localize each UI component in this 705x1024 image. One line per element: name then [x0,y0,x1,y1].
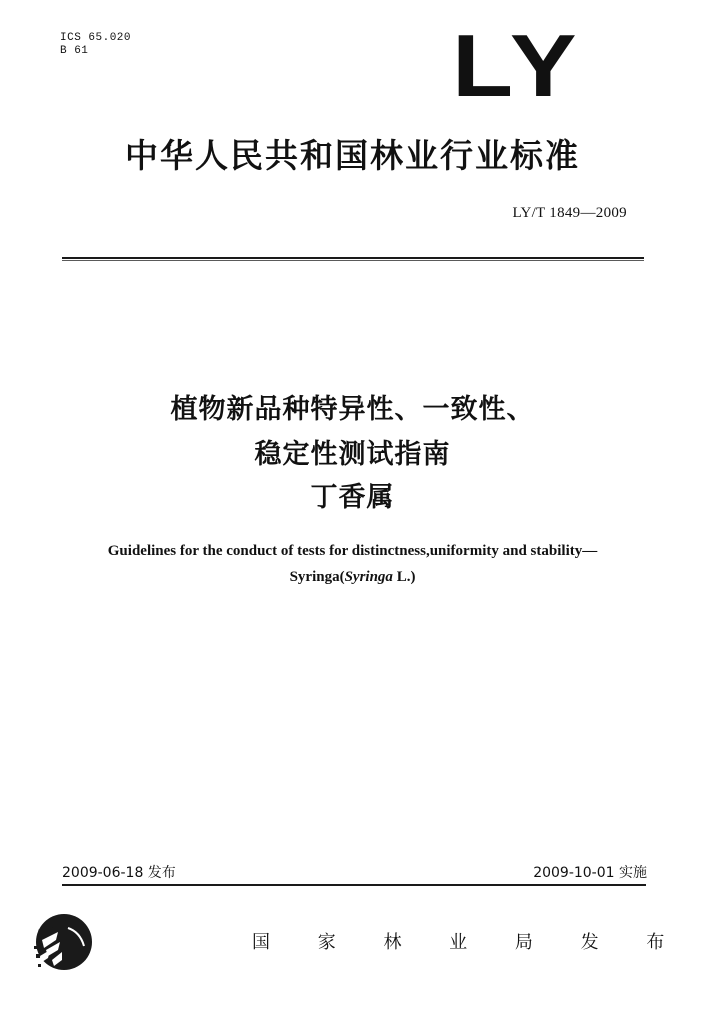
standard-category-title: 中华人民共和国林业行业标准 [125,136,580,175]
classification-codes [60,32,131,58]
issue-date: 2009-06-18 发布 [62,865,176,881]
implementation-date: 2009-10-01 实施 [533,865,647,881]
en-title-genus-italic: Syringa [344,569,393,585]
publisher-emblem-icon [32,910,94,972]
ics-code: ICS 65.020 [60,32,132,44]
document-title-zh-line3: 丁香属 [310,482,395,513]
header-divider [62,257,644,259]
en-title-prefix: Syringa( [289,569,345,585]
publisher-line: 国 家 林 业 局 发 布 [252,932,677,953]
footer-divider [62,884,646,886]
document-title-zh-line2: 稳定性测试指南 [254,439,451,470]
document-title-en-line2 [0,567,705,587]
document-title-en-line1: Guidelines for the conduct of tests for distinctness,uniformity and stability— [107,543,598,559]
standard-logo: LY [452,16,583,116]
document-title-zh-line1: 植物新品种特异性、一致性、 [170,394,535,425]
standard-number: LY/T 1849—2009 [512,205,627,221]
en-title-suffix: L.) [392,569,416,585]
ccs-code: B 61 [60,45,89,57]
header-divider-thin [62,260,644,261]
